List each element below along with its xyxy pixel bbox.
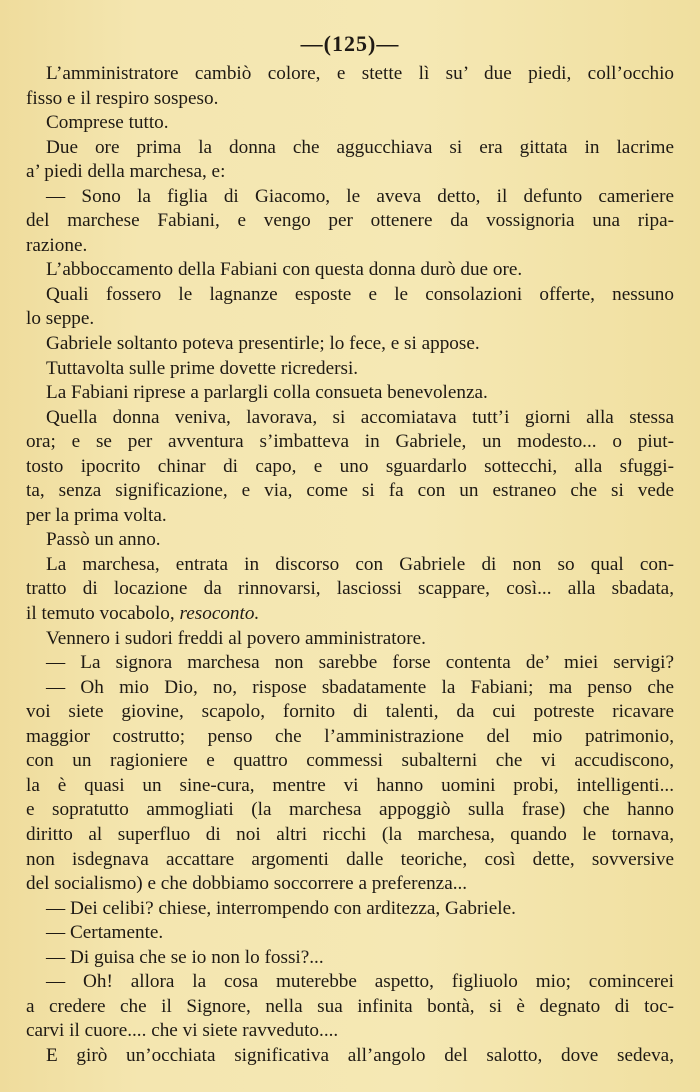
text-line-content: — La signora marchesa non sarebbe forse contenta de’ miei servigi? xyxy=(46,652,674,674)
text-line-content: — Certamente. xyxy=(46,922,164,944)
text-line-content: Quella donna veniva, lavorava, si accomiatava tutt’i giorni alla stessa xyxy=(46,406,674,428)
text-line-content: fisso e il respiro sospeso. xyxy=(26,87,219,109)
text-line xyxy=(26,136,674,161)
text-line-content: con un ragioniere e quattro commessi subalterni che vi accudiscono, xyxy=(26,750,674,772)
text-line xyxy=(26,62,674,87)
text-line xyxy=(26,651,674,676)
text-line xyxy=(26,946,674,971)
text-line xyxy=(26,676,674,701)
text-line xyxy=(26,357,674,382)
text-line xyxy=(26,700,674,725)
text-line xyxy=(26,970,674,995)
text-line xyxy=(26,332,674,357)
text-line xyxy=(26,995,674,1020)
text-line xyxy=(26,749,674,774)
text-line xyxy=(26,897,674,922)
text-line-content: lo seppe. xyxy=(26,308,95,330)
text-line xyxy=(26,160,674,185)
page-number: —(125)— xyxy=(300,31,400,56)
text-line xyxy=(26,258,674,283)
text-line-content: — Oh mio Dio, no, rispose sbadatamente la Fabiani; ma penso che xyxy=(46,676,674,698)
text-line-content: Due ore prima la donna che aggucchiava si era gittata in lacrime xyxy=(46,136,674,158)
text-line-content: la è quasi un sine-cura, mentre vi hanno uomini probi, intelligenti... xyxy=(26,774,674,796)
text-line xyxy=(26,1044,674,1069)
text-line-content: ta, senza significazione, e via, come si fa con un estraneo che si vede xyxy=(26,480,674,502)
text-line-content: il temuto vocabolo, xyxy=(26,603,180,625)
text-line-content: a credere che il Signore, nella sua infinita bontà, si è degnato di toc- xyxy=(26,995,674,1017)
text-line xyxy=(26,307,674,332)
text-line-content: voi siete giovine, scapolo, fornito di talenti, da cui potreste ricavare xyxy=(26,701,674,723)
text-line-content: del socialismo) e che dobbiamo soccorrere a preferenza... xyxy=(26,873,468,895)
text-line xyxy=(26,406,674,431)
text-line-content: e sopratutto ammogliati (la marchesa appoggiò sulla frase) che hanno xyxy=(26,799,674,821)
text-line xyxy=(26,823,674,848)
text-line-content: L’abboccamento della Fabiani con questa donna durò due ore. xyxy=(46,259,523,281)
text-line-content: Gabriele soltanto poteva presentirle; lo fece, e si appose. xyxy=(46,333,480,355)
text-line-content: — Dei celibi? chiese, interrompendo con arditezza, Gabriele. xyxy=(46,897,516,919)
text-line-content: non isdegnava accattare argomenti dalle teoriche, così dette, sovversive xyxy=(26,848,674,870)
text-line xyxy=(26,479,674,504)
text-line-content: E girò un’occhiata significativa all’angolo del salotto, dove sedeva, xyxy=(46,1044,674,1066)
italic-word: resoconto. xyxy=(179,603,260,625)
text-line-content: — Sono la figlia di Giacomo, le aveva detto, il defunto cameriere xyxy=(46,185,674,207)
text-line-content: La marchesa, entrata in discorso con Gabriele di non so qual con- xyxy=(46,553,674,575)
text-line xyxy=(26,553,674,578)
text-line-content: per la prima volta. xyxy=(26,504,167,526)
text-line xyxy=(26,209,674,234)
text-line-content: — Di guisa che se io non lo fossi?... xyxy=(46,946,324,968)
text-line-content: — Oh! allora la cosa muterebbe aspetto, figliuolo mio; comincerei xyxy=(46,971,674,993)
text-line xyxy=(26,430,674,455)
text-line-content: tosto ipocrito chinar di capo, e uno sguardarlo sottecchi, alla sfuggi- xyxy=(26,455,674,477)
text-line xyxy=(26,725,674,750)
text-line-content: razione. xyxy=(26,234,88,256)
text-line-content: Comprese tutto. xyxy=(46,112,169,134)
text-line xyxy=(26,1019,674,1044)
text-line xyxy=(26,848,674,873)
text-line xyxy=(26,872,674,897)
text-line-content: tratto di locazione da rinnovarsi, lasciossi scappare, così... alla sbadata, xyxy=(26,578,674,600)
text-line-content: a’ piedi della marchesa, e: xyxy=(26,161,226,183)
text-line xyxy=(26,234,674,259)
page-text xyxy=(26,62,674,1068)
text-line xyxy=(26,602,674,627)
text-line xyxy=(26,774,674,799)
text-line xyxy=(26,504,674,529)
text-line-content: Vennero i sudori freddi al povero amministratore. xyxy=(46,627,426,649)
text-line xyxy=(26,798,674,823)
text-line-content: del marchese Fabiani, e vengo per ottenere da vossignoria una ripa- xyxy=(26,210,674,232)
text-line-content: maggior costrutto; penso che l’amministrazione del mio patrimonio, xyxy=(26,725,674,747)
text-line xyxy=(26,528,674,553)
text-line-content: La Fabiani riprese a parlargli colla consueta benevolenza. xyxy=(46,382,488,404)
text-line xyxy=(26,185,674,210)
text-line xyxy=(26,111,674,136)
text-line xyxy=(26,87,674,112)
text-line xyxy=(26,921,674,946)
text-line-content: diritto al superfluo di noi altri ricchi (la marchesa, quando le tornava, xyxy=(26,823,674,845)
text-line xyxy=(26,627,674,652)
text-line-content: ora; e se per avventura s’imbatteva in Gabriele, un modesto... o piut- xyxy=(26,431,674,453)
text-line-content: carvi il cuore.... che vi siete ravveduto.... xyxy=(26,1020,339,1042)
text-line-content: Passò un anno. xyxy=(46,529,161,551)
text-line xyxy=(26,381,674,406)
text-line-content: L’amministratore cambiò colore, e stette lì su’ due piedi, coll’occhio xyxy=(46,63,674,84)
text-line-content: Quali fossero le lagnanze esposte e le consolazioni offerte, nessuno xyxy=(46,283,674,305)
text-line xyxy=(26,283,674,308)
text-line-content: Tuttavolta sulle prime dovette ricredersi. xyxy=(46,357,359,379)
text-line xyxy=(26,577,674,602)
text-line xyxy=(26,455,674,480)
